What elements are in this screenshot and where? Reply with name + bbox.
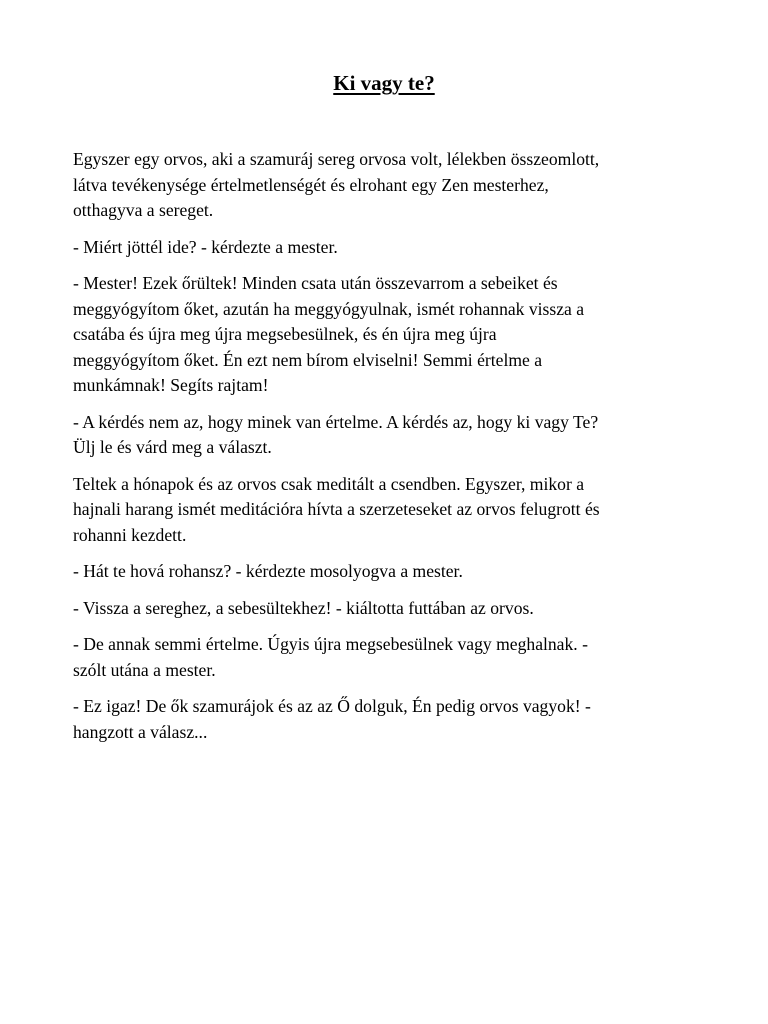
paragraph-4: - A kérdés nem az, hogy minek van értelme. A kérdés az, hogy ki vagy Te? Ülj le és várd meg a választ.: [73, 411, 599, 457]
document-body: [73, 147, 713, 756]
paragraph-1: Egyszer egy orvos, aki a szamuráj sereg orvosa volt, lélekben összeomlott, látva tevékenysége értelmetlenségét és elrohant egy Zen mesterhez, otthagyva a sereget.: [73, 149, 600, 220]
paragraph-8: - De annak semmi értelme. Úgyis újra megsebesülnek vagy meghalnak. - szólt utána a mester.: [73, 634, 588, 680]
paragraph-7: - Vissza a sereghez, a sebesültekhez! - kiáltotta futtában az orvos.: [73, 597, 534, 618]
paragraph-9: - Ez igaz! De ők szamurájok és az az Ő dolguk, Én pedig orvos vagyok! - hangzott a válasz...: [73, 696, 591, 742]
paragraph-6: - Hát te hová rohansz? - kérdezte mosolyogva a mester.: [73, 561, 463, 581]
paragraph-5: Teltek a hónapok és az orvos csak meditált a csendben. Egyszer, mikor a hajnali harang ismét meditációra hívta a szerzeteseket az orvos felugrott és rohanni kezdett.: [73, 473, 600, 545]
paragraph-3: - Mester! Ezek őrültek! Minden csata után összevarrom a sebeiket és meggyógyítom őket, azután ha meggyógyulnak, ismét rohannak vissza a csatába és újra meg újra megsebesülnek, és én újra meg újra meggyógyítom őket. Én ezt nem bírom elviselni! Semmi értelme a munkámnak! Segíts rajtam!: [73, 273, 585, 395]
paragraph-2: - Miért jöttél ide? - kérdezte a mester.: [73, 236, 338, 257]
document-title: Ki vagy te?: [333, 71, 435, 95]
